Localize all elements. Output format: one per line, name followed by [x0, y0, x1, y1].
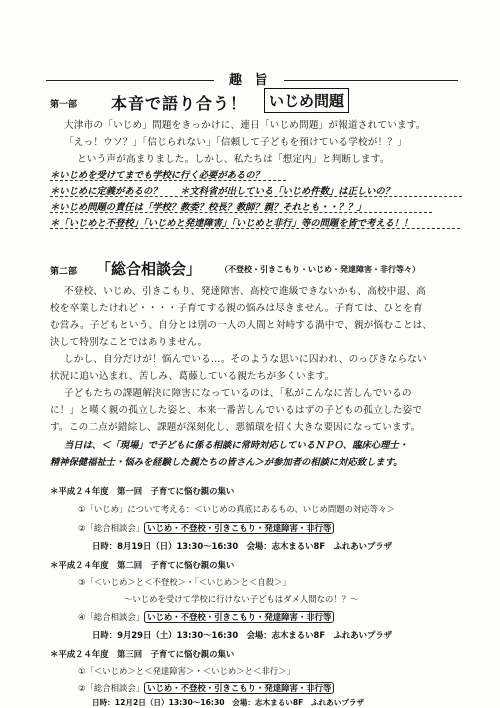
- emphasis-underline: [50, 196, 462, 197]
- part1-emphasis-line: ＊いじめに定義があるの？ ＊文科省が出している「いじめ件数」は正しいの？: [50, 186, 394, 197]
- event-item-text: 「いじめ」について考える：＜いじめの真底にあるもの、いじめ問題の対応等々＞: [85, 504, 395, 514]
- emphasis-underline: [50, 180, 286, 181]
- part2-para-line: 校を卒業したけれど・・・・子育てする親の悩みは尽きません。子育ては、ひとを育: [50, 303, 423, 314]
- event-item-text: 「総合相談会」: [85, 683, 145, 693]
- event-heading: ＊平成２４年度 第三回 子育てに悩む親の集い: [50, 649, 235, 659]
- event-item-text: ～いじめを受けて学校に行けない子どもはダメ人間なの！？～: [124, 594, 359, 604]
- event-venue: 会場：志木まるい8F ふれあいプラザ: [232, 698, 365, 707]
- event-date: 日時：9月29日（土）13:30～16:30: [92, 630, 239, 640]
- event-venue: 会場：志木まるい8F ふれあいプラザ: [246, 630, 393, 640]
- event-item: [78, 665, 295, 677]
- event-item: [78, 682, 334, 694]
- event-item: [78, 522, 334, 534]
- topic-tag: いじめ・不登校・引きこもり・発達障害・非行等: [144, 611, 334, 623]
- part2-subtitle: （不登校・引きこもり・いじめ・発達障害・非行等々）: [220, 265, 420, 274]
- event-schedule: [92, 697, 364, 708]
- event-item-text: 「総合相談会」: [85, 612, 145, 622]
- part2-title: 「総合相談会」: [96, 260, 202, 278]
- header-rule-left: [46, 80, 214, 81]
- topic-tag: いじめ・不登校・引きこもり・発達障害・非行等: [144, 522, 334, 534]
- part1-para-line: 大津市の「いじめ」問題をきっかけに、連日「いじめ問題」が報道されています。: [64, 120, 426, 131]
- section-heading: 趣 旨: [229, 73, 272, 88]
- event-item-number: ③: [78, 577, 86, 587]
- part2-para-line: む営み。子どもという、自分とは別の一人の人間と対峙する渦中で、親が悩むことは、: [50, 320, 433, 331]
- event-item-number: ②: [78, 523, 86, 533]
- event-item-number: ②: [78, 683, 86, 693]
- event-item: [78, 503, 395, 515]
- event-item-text: 「＜いじめ＞と＜不登校＞・「＜いじめ＞と＜自殺＞」: [85, 577, 291, 587]
- topic-tag: いじめ・不登校・引きこもり・発達障害・非行等: [144, 682, 334, 694]
- event-item: [78, 576, 291, 588]
- part2-emphasis-line: 当日は、＜「現場」で子どもに係る相談に常時対応しているＮＰＯ、臨床心理士・: [64, 440, 408, 451]
- part1-emphasis-line: ＊いじめ問題の責任は「学校？教委？校長？教師？親？それとも・・？？」: [50, 202, 367, 213]
- event-heading: ＊平成２４年度 第一回 子育てに悩む親の集い: [50, 486, 235, 496]
- event-date: 日時：8月19日（日）13:30～16:30: [92, 541, 239, 551]
- part2-para-line: に！」と嘆く親の孤立した姿と、本来一番苦しんでいるはずの子どもの孤立した姿で: [50, 405, 423, 416]
- part2-para-line: す。この二点が錯綜し、課題が深刻化し、悪循環を招く大きな要因になっています。: [50, 422, 421, 433]
- event-item: [124, 593, 359, 605]
- part2-para-line: しかし、自分だけが！悩んでいる…。そのような思いに囚われ、のっぴきならない: [64, 354, 427, 365]
- part2-para-line: 決して特別なことではありません。: [50, 337, 208, 348]
- event-item-number: ①: [78, 666, 86, 676]
- event-item: [78, 611, 334, 623]
- part1-title-boxed: いじめ問題: [264, 88, 349, 113]
- part1-para-line: 「えっ！ウソ？」「信じられない」「信頼して子どもを預けている学校が！？」: [64, 137, 407, 148]
- part2-para-line: 状況に追い込まれ、苦しみ、葛藤している親たちが多くいます。: [50, 371, 335, 382]
- part2-emphasis-line: 精神保健福祉士・悩みを経験した親たちの皆さん＞が参加者の相談に対応致します。: [50, 457, 403, 468]
- event-venue: 会場：志木まるい8F ふれあいプラザ: [246, 541, 393, 551]
- part1-title: 本音で語り合う！: [111, 94, 248, 113]
- part2-para-line: 不登校、いじめ、引きこもり、発達障害、高校で進級できないかも、高校中退、高: [64, 286, 426, 297]
- event-heading: ＊平成２４年度 第二回 子育てに悩む親の集い: [50, 560, 235, 570]
- part2-para-line: 子どもたちの課題解決に障害になっているのは、「私がこんなに苦しんでいるの: [64, 388, 412, 399]
- part1-label: 第一部: [50, 100, 78, 110]
- part1-para-line: という声が高まりました。しかし、私たちは「想定内」と判断します。: [77, 154, 390, 165]
- event-item-text: 「総合相談会」: [85, 523, 145, 533]
- event-item-number: ④: [78, 612, 86, 622]
- header-rule-right: [284, 80, 458, 81]
- part1-emphasis-line: ＊いじめを受けてまでも学校に行く必要があるの？: [50, 170, 264, 181]
- part2-label: 第二部: [50, 267, 78, 277]
- emphasis-underline: [50, 228, 460, 229]
- event-schedule: [92, 629, 392, 641]
- event-item-number: ①: [78, 504, 86, 514]
- event-date: 日時：12月2日（日）13:30～16:30: [92, 698, 225, 707]
- event-item-text: 「＜いじめ＞と＜発達障害＞・＜いじめ＞と＜非行＞」: [85, 666, 295, 676]
- part1-emphasis-line: ＊「いじめと不登校」「いじめと発達障害」「いじめと非行」等の問題を皆で考える！！: [50, 218, 413, 229]
- emphasis-underline: [50, 212, 432, 213]
- event-schedule: [92, 540, 392, 552]
